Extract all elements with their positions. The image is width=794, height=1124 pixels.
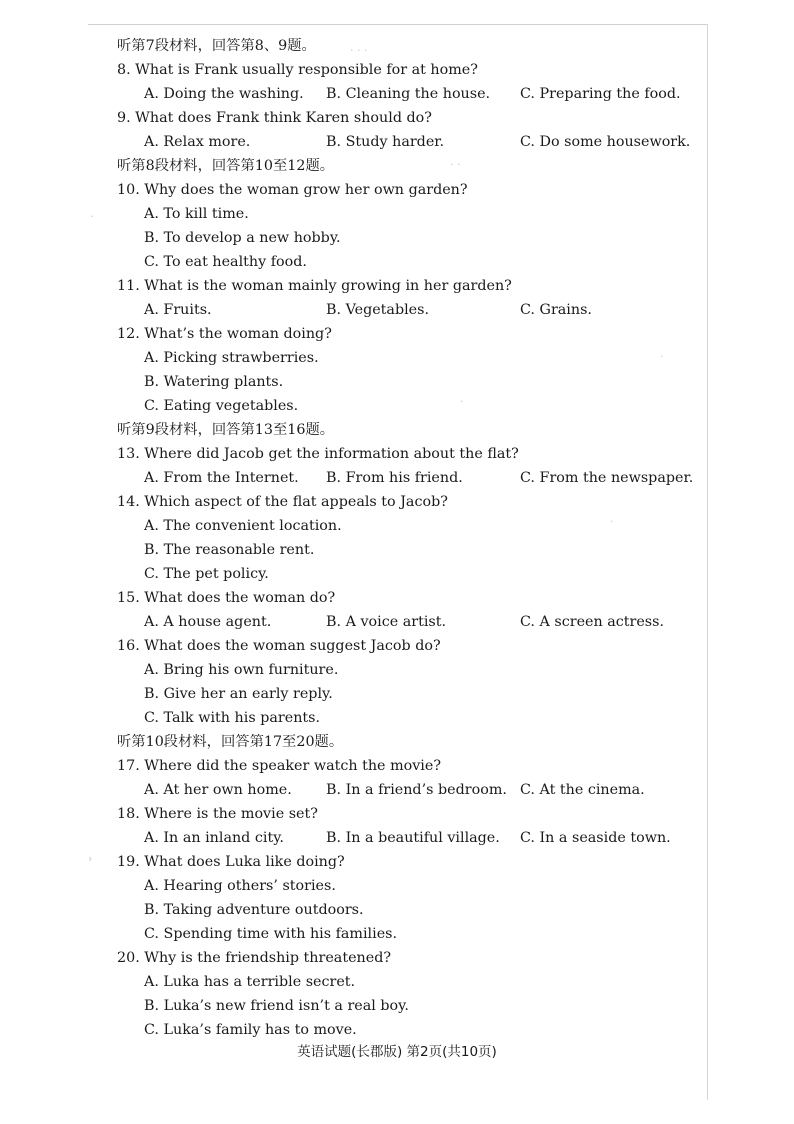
answer-option: A. Bring his own furniture. [144,662,339,678]
question-stem: 10. Why does the woman grow her own garden? [117,182,468,198]
options-row [0,874,794,898]
options-row [0,226,794,250]
answer-option: C. Grains. [520,302,592,318]
answer-option: C. Spending time with his families. [144,926,398,942]
question-stem: 16. What does the woman suggest Jacob do? [117,638,441,654]
answer-option: C. The pet policy. [144,566,269,582]
answer-option: A. Luka has a terrible secret. [144,974,356,990]
options-row [0,994,794,1018]
answer-option: C. A screen actress. [520,614,665,630]
scan-speck: · [460,395,464,408]
options-row [0,394,794,418]
answer-option: C. At the cinema. [520,782,645,798]
answer-option: B. To develop a new hobby. [144,230,341,246]
options-row [0,346,794,370]
answer-option: A. Relax more. [144,134,251,150]
question-stem: 15. What does the woman do? [117,590,336,606]
answer-option: C. Preparing the food. [520,86,681,102]
question-stem: 14. Which aspect of the flat appeals to Jacob? [117,494,448,510]
scan-speck: · [90,210,94,223]
scan-speck: › [88,852,93,865]
answer-option: A. In an inland city. [144,830,284,846]
question-stem: 12. What’s the woman doing? [117,326,332,342]
answer-option: A. The convenient location. [144,518,342,534]
options-row [0,538,794,562]
options-row [0,370,794,394]
answer-option: B. A voice artist. [326,614,447,630]
section-heading: 听第8段材料，回答第10至12题。 [117,158,335,174]
options-row [0,1018,794,1042]
exam-page-content [0,34,794,1042]
answer-option: B. Taking adventure outdoors. [144,902,364,918]
scan-speck: · [660,350,664,363]
options-row [0,82,794,106]
scan-speck: · · [450,158,461,171]
answer-option: A. Picking strawberries. [144,350,319,366]
question-stem: 19. What does Luka like doing? [117,854,345,870]
answer-option: B. From his friend. [326,470,463,486]
question-stem: 9. What does Frank think Karen should do? [117,110,432,126]
answer-option: A. A house agent. [144,614,272,630]
section-heading: 听第7段材料，回答第8、9题。 [117,38,316,54]
answer-option: A. Hearing others’ stories. [144,878,336,894]
answer-option: A. From the Internet. [144,470,299,486]
answer-option: B. In a beautiful village. [326,830,500,846]
answer-option: C. Luka’s family has to move. [144,1022,357,1038]
options-row [0,778,794,802]
page-footer: 英语试题(长郡版) 第2页(共10页) [297,1044,497,1060]
options-row [0,202,794,226]
question-stem: 8. What is Frank usually responsible for at home? [117,62,478,78]
options-row [0,826,794,850]
question-stem: 17. Where did the speaker watch the movie? [117,758,442,774]
options-row [0,610,794,634]
answer-option: B. Give her an early reply. [144,686,333,702]
options-row [0,682,794,706]
answer-option: A. To kill time. [144,206,249,222]
answer-option: C. Do some housework. [520,134,691,150]
options-row [0,514,794,538]
answer-option: C. From the newspaper. [520,470,694,486]
options-row [0,658,794,682]
section-heading: 听第10段材料，回答第17至20题。 [117,734,344,750]
question-stem: 13. Where did Jacob get the information about the flat? [117,446,519,462]
options-row [0,562,794,586]
answer-option: C. Eating vegetables. [144,398,299,414]
answer-option: C. In a seaside town. [520,830,671,846]
answer-option: B. Watering plants. [144,374,284,390]
answer-option: A. Doing the washing. [144,86,304,102]
answer-option: C. To eat healthy food. [144,254,307,270]
options-row [0,922,794,946]
page-top-edge [88,24,708,25]
answer-option: B. Luka’s new friend isn’t a real boy. [144,998,409,1014]
options-row [0,250,794,274]
question-stem: 18. Where is the movie set? [117,806,318,822]
answer-option: B. In a friend’s bedroom. [326,782,507,798]
section-heading: 听第9段材料，回答第13至16题。 [117,422,335,438]
options-row [0,898,794,922]
question-stem: 11. What is the woman mainly growing in her garden? [117,278,512,294]
scan-speck: · · · [350,44,368,57]
scan-speck: · [610,515,614,528]
answer-option: C. Talk with his parents. [144,710,321,726]
answer-option: A. Fruits. [144,302,212,318]
answer-option: B. The reasonable rent. [144,542,315,558]
question-stem: 20. Why is the friendship threatened? [117,950,392,966]
options-row [0,130,794,154]
answer-option: B. Study harder. [326,134,445,150]
options-row [0,298,794,322]
options-row [0,706,794,730]
options-row [0,466,794,490]
answer-option: A. At her own home. [144,782,292,798]
answer-option: B. Cleaning the house. [326,86,491,102]
options-row [0,970,794,994]
answer-option: B. Vegetables. [326,302,430,318]
